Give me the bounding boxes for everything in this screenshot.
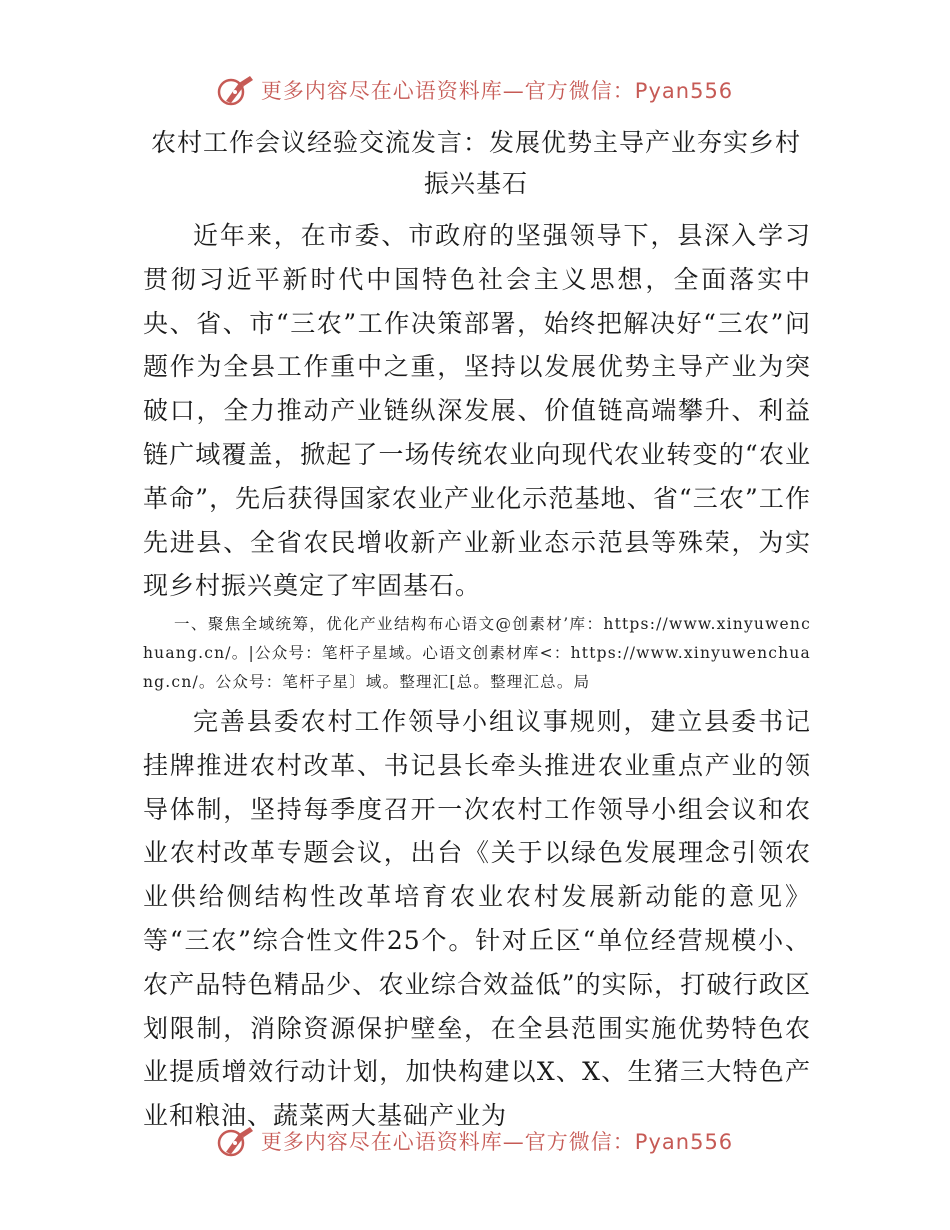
body-paragraph: 完善县委农村工作领导小组议事规则，建立县委书记挂牌推进农村改革、书记县长牵头推进农业重点产业的领导体制，坚持每季度召开一次农村工作领导小组会议和农业农村改革专题会议，出台《关于以绿色发展理念引领农业供给侧结构性改革培育农业农村发展新动能的意见》等“三农”综合性文件25个。针对丘区“单位经营规模小、农产品特色精品少、农业综合效益低”的实际，打破行政区划限制，消除资源保护壁垒，在全县范围实施优势特色农业提质增效行动计划，加快构建以X、X、生猪三大特色产业和粮油、蔬菜两大基础产业为 (143, 707, 811, 1131)
pen-nib-logo-icon (217, 73, 255, 107)
document-title: 农村工作会议经验交流发言：发展优势主导产业夯实乡村振兴基石 (150, 128, 801, 198)
footer-banner (0, 1121, 950, 1161)
pen-nib-logo-icon (217, 1124, 255, 1158)
section-heading-note: 一、聚焦全域统筹，优化产业结构布心语文@创素材’库：https://www.xinyuwenchuang.cn/。|公众号：笔杆子星域。心语文创素材库<：https://www.xinyuwenchuang.cn/。公众号：笔杆子星〕域。整理汇[总。整理汇总。局 (143, 615, 811, 691)
banner-text: 更多内容尽在心语资料库—官方微信：Pyan556 (260, 79, 734, 103)
banner-text: 更多内容尽在心语资料库—官方微信：Pyan556 (260, 1130, 734, 1154)
body-paragraph: 近年来，在市委、市政府的坚强领导下，县深入学习贯彻习近平新时代中国特色社会主义思想，全面落实中央、省、市“三农”工作决策部署，始终把解决好“三农”问题作为全县工作重中之重，坚持以发展优势主导产业为突破口，全力推动产业链纵深发展、价值链高端攀升、利益链广域覆盖，掀起了一场传统农业向现代农业转变的“农业革命”，先后获得国家农业产业化示范基地、省“三农”工作先进县、全省农民增收新产业新业态示范县等殊荣，为实现乡村振兴奠定了牢固基石。 (143, 221, 811, 601)
header-banner (0, 70, 950, 110)
